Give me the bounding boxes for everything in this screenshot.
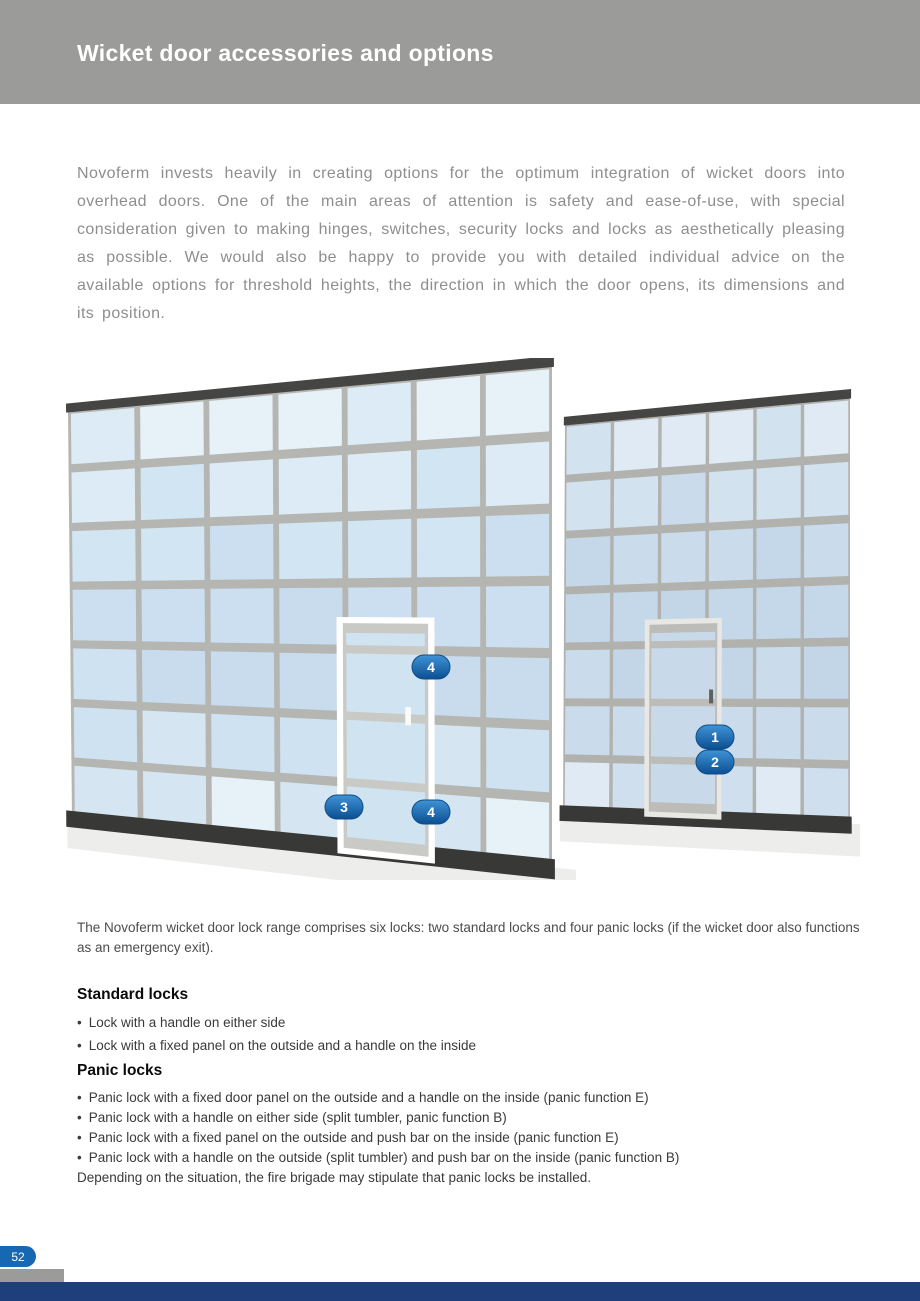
lock-item: • Panic lock with a fixed panel on the outside and push bar on the inside (panic function E)	[77, 1128, 867, 1148]
lock-item: • Panic lock with a fixed door panel on the outside and a handle on the inside (panic function E)	[77, 1088, 867, 1108]
callout-badge-2	[696, 750, 734, 774]
lock-item: • Panic lock with a handle on either side (split tumbler, panic function B)	[77, 1108, 867, 1128]
svg-text:1: 1	[711, 729, 719, 745]
standard-locks-heading: Standard locks	[77, 986, 189, 1003]
svg-text:4: 4	[427, 659, 435, 675]
panic-locks-note: Depending on the situation, the fire brigade may stipulate that panic locks be installed.	[77, 1170, 592, 1185]
panic-locks-heading: Panic locks	[77, 1062, 163, 1079]
page-number-badge: 52	[0, 1246, 36, 1267]
lock-item: • Lock with a handle on either side	[77, 1011, 867, 1034]
callout-badge-3	[325, 795, 363, 819]
lock-item: • Panic lock with a handle on the outside (split tumbler) and push bar on the inside (panic function B)	[77, 1148, 867, 1168]
page-title: Wicket door accessories and options	[77, 40, 494, 66]
footer-gray-strip	[0, 1269, 64, 1282]
panic-locks-list	[77, 1088, 867, 1168]
callout-badge-4	[412, 655, 450, 679]
standard-locks-list	[77, 1011, 867, 1057]
door-illustration	[60, 358, 860, 880]
garage-doors-graphic	[60, 358, 860, 880]
svg-text:4: 4	[427, 804, 435, 820]
intro-paragraph: Novoferm invests heavily in creating options for the optimum integration of wicket doors into overhead doors. One of the main areas of attention is safety and ease-of-use, with special consideration given to making hinges, switches, security locks and locks as aesthetically pleasing as possible. We would also be happy to provide you with detailed individual advice on the available options for threshold heights, the direction in which the door opens, its dimensions and its position.	[77, 165, 845, 322]
callout-badge-4	[412, 800, 450, 824]
lock-range-paragraph: The Novoferm wicket door lock range comprises six locks: two standard locks and four panic locks (if the wicket door also functions as an emergency exit).	[77, 920, 860, 955]
svg-text:3: 3	[340, 799, 348, 815]
page-header	[0, 0, 920, 104]
footer-bar	[0, 1282, 920, 1301]
callout-badge-1	[696, 725, 734, 749]
svg-text:2: 2	[711, 754, 719, 770]
lock-item: • Lock with a fixed panel on the outside and a handle on the inside	[77, 1034, 867, 1057]
